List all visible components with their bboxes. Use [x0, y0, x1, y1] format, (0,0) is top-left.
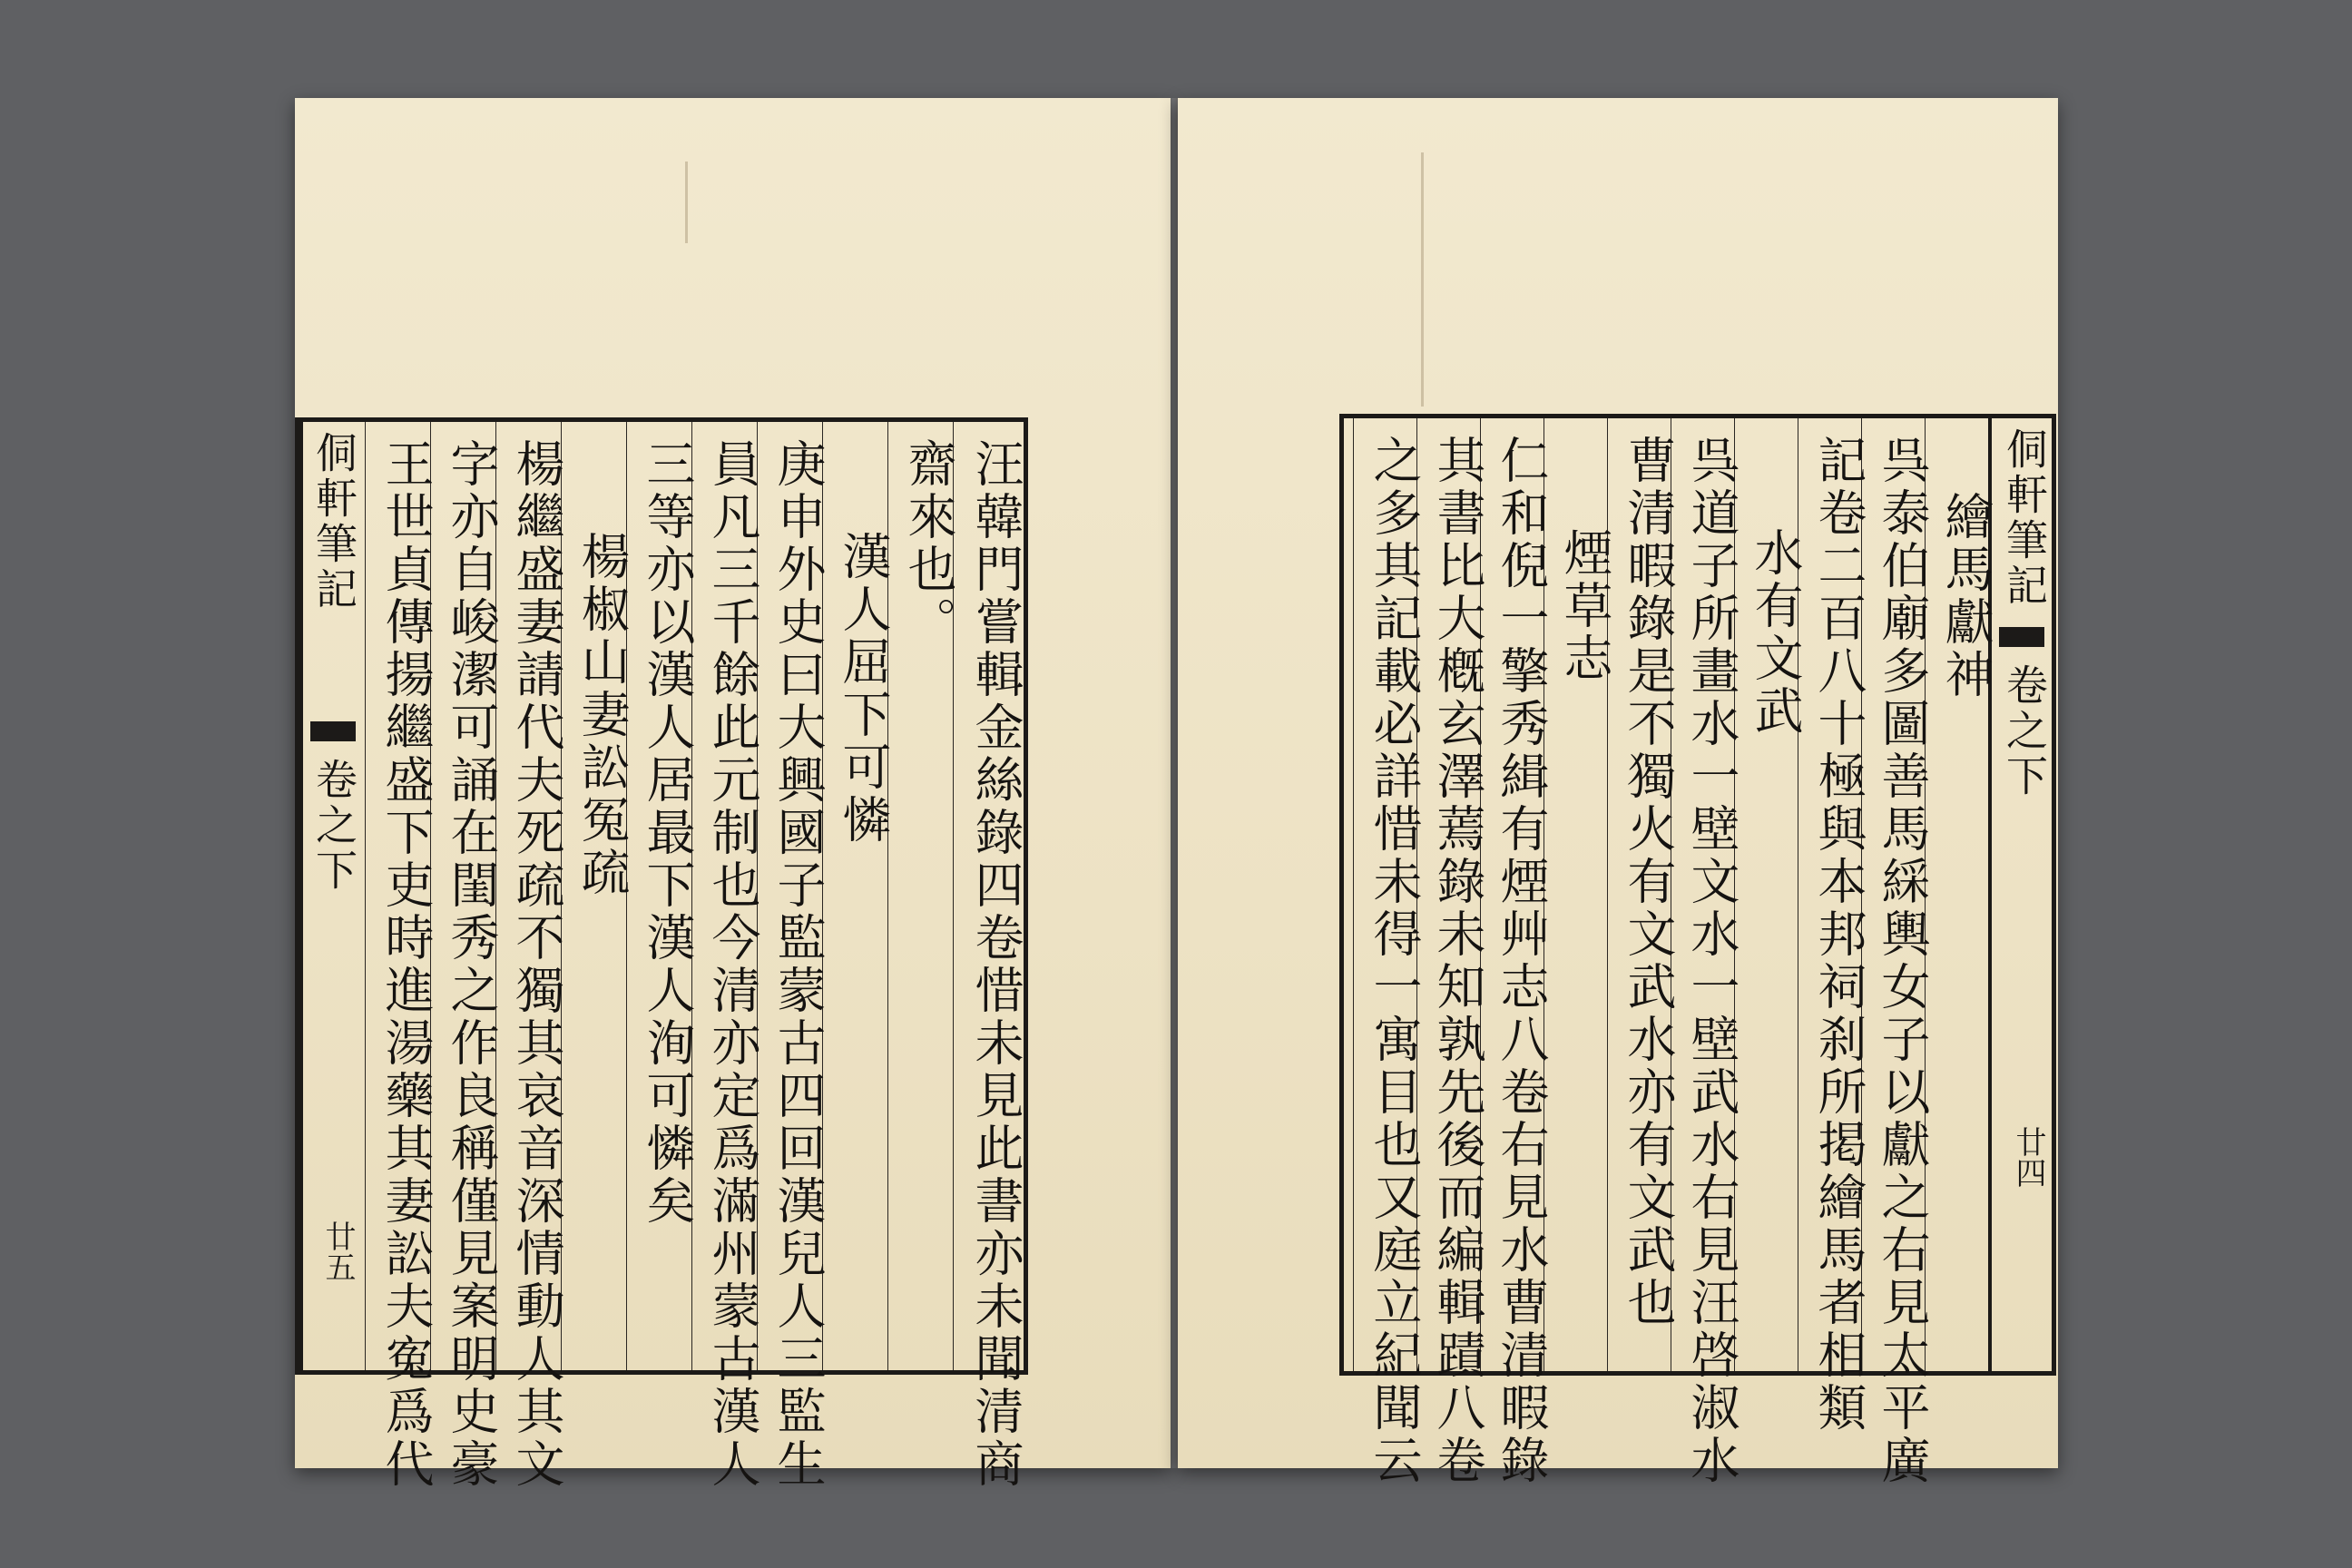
block-center-margin: [299, 422, 363, 1370]
right-page: [1178, 98, 2058, 1487]
paper-crease: [1421, 152, 1424, 407]
column-text: 水有文武: [1747, 527, 1804, 738]
text-column: [495, 422, 565, 1491]
column-text: 其書比大槪玄澤蔫錄未知孰先後而編輯蹟八卷: [1429, 435, 1486, 1487]
folio-number: 廿四: [2010, 1126, 2046, 1188]
text-column: [1353, 418, 1423, 1487]
column-text: 三等亦以漢人居最下漢人洵可憐矣: [639, 438, 696, 1228]
column-text: 齋來也。: [900, 438, 957, 649]
text-column: [887, 422, 957, 1370]
text-column: [822, 422, 892, 1370]
column-text: 王世貞傳揚繼盛下吏時進湯藥其妻訟夫寃爲代: [377, 438, 435, 1491]
fish-tail-mark: [310, 721, 356, 741]
text-column: [757, 422, 827, 1491]
text-column: [626, 422, 696, 1370]
column-text: 漢人屈下可憐: [835, 531, 892, 847]
column-text: 呉道子所畫水一壁文水一壁武水右見汪啓淑水: [1683, 435, 1740, 1487]
column-text: 楊繼盛妻請代夫死疏不獨其哀音深情動人其文: [508, 438, 565, 1491]
text-column: [430, 422, 500, 1491]
text-column: [691, 422, 761, 1491]
fish-tail-mark: [1999, 627, 2044, 647]
column-text: 煙草志: [1556, 527, 1613, 685]
column-text: 之多其記載必詳惜未得一寓目也又庭立紀聞云: [1366, 435, 1423, 1487]
margin-book-title: 侗軒筆記: [2000, 427, 2049, 609]
column-text: 汪韓門嘗輯金絲錄四卷惜未見此書亦未聞清商: [967, 438, 1024, 1491]
margin-volume: 卷之下: [309, 758, 358, 894]
column-text: 字亦自峻潔可誦在閨秀之作良稱僅見案明史豪: [443, 438, 500, 1491]
left-page: [295, 98, 1171, 1491]
column-text: 員凡三千餘此元制也今清亦定爲滿州蒙古漢人: [704, 438, 761, 1491]
left-text-frame: [295, 417, 1028, 1491]
text-column: [561, 422, 631, 1370]
margin-book-title: 侗軒筆記: [309, 431, 358, 612]
folio-number: 廿五: [319, 1220, 356, 1282]
column-text: 楊椒山妻訟冤疏: [573, 531, 631, 899]
column-text: 記卷二百八十極與本邦祠刹所掲繪馬者相類: [1810, 435, 1867, 1435]
column-text: 曹清暇錄是不獨火有文武水亦有文武也: [1620, 435, 1677, 1329]
paper-crease: [685, 162, 688, 243]
column-text: 繪馬獻神: [1937, 491, 1994, 701]
margin-volume: 卷之下: [2000, 663, 2049, 799]
column-text: 仁和倪一擎秀緝有煙艸志八卷右見水曹清暇錄: [1493, 435, 1550, 1487]
column-text: 呉泰伯廟多圖善馬綵輿女子以獻之右見太平廣: [1874, 435, 1931, 1487]
column-text: 庚申外史曰大興國子監蒙古四回漢兒人三監生: [769, 438, 827, 1491]
text-column: [365, 422, 435, 1491]
right-text-frame: [1339, 414, 2056, 1487]
text-column: [953, 422, 1024, 1491]
